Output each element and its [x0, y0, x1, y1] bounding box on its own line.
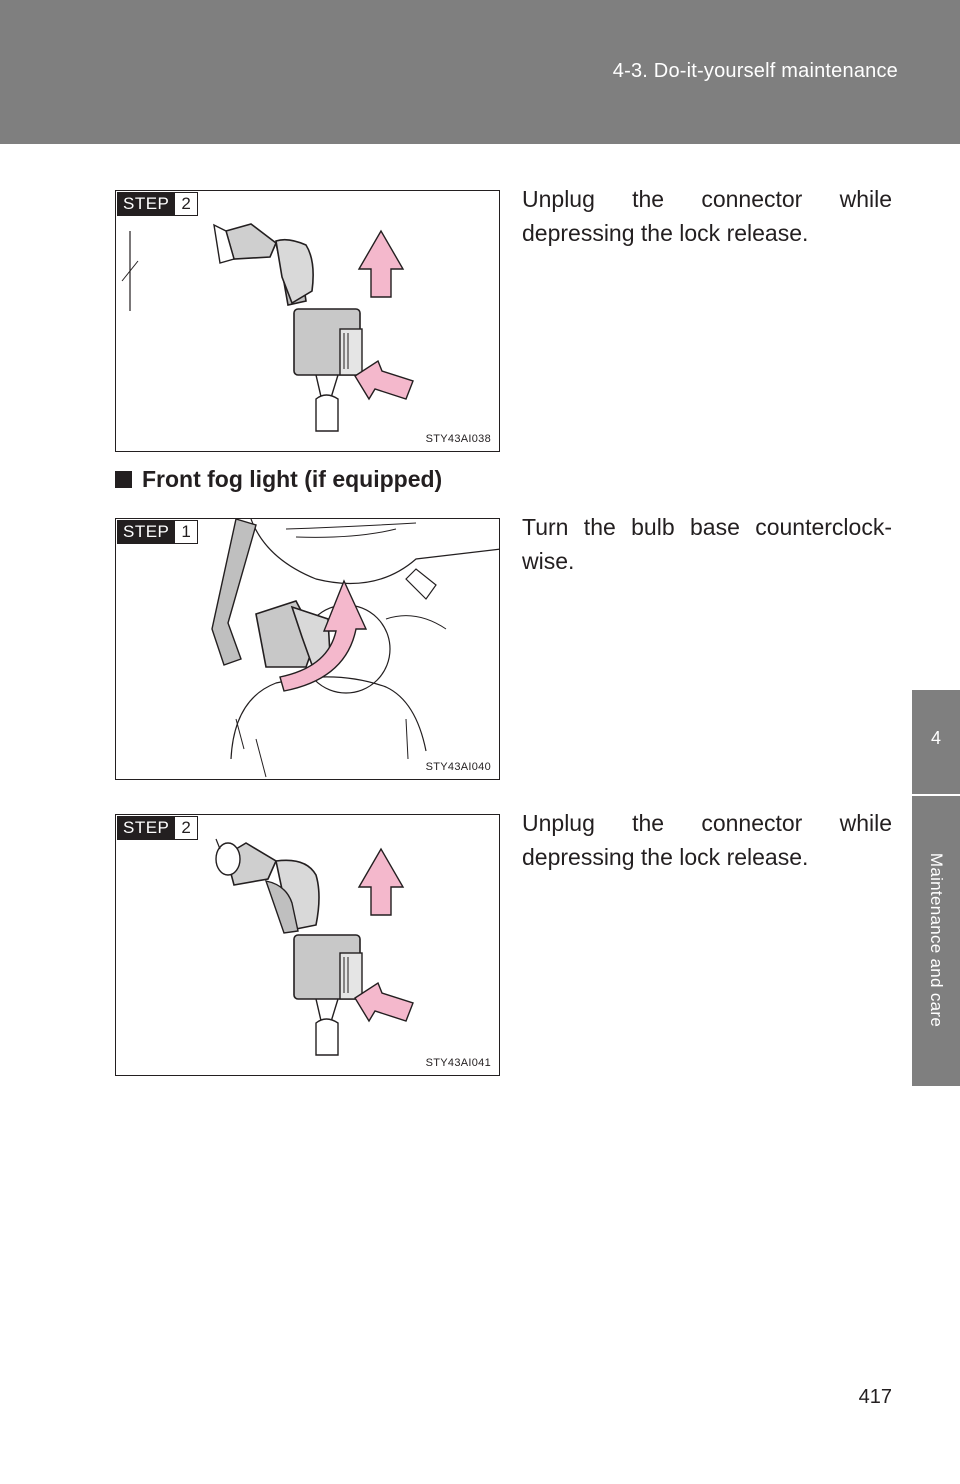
figure-step-2-fog-light	[115, 814, 500, 1076]
step-badge	[117, 192, 198, 216]
step-number: 2	[181, 194, 191, 213]
chapter-tab	[912, 690, 960, 1086]
figure-step-1-fog-light	[115, 518, 500, 780]
section-breadcrumb: 4-3. Do-it-yourself maintenance	[612, 60, 898, 82]
step-number: 2	[181, 818, 191, 837]
instruction-text: Unplug the connector while depressing the lock release.	[522, 810, 892, 870]
step-badge	[117, 520, 198, 544]
instruction-text: Unplug the connector while depressing the lock release.	[522, 186, 892, 246]
chapter-number: 4	[930, 728, 941, 748]
chapter-title: Maintenance and care	[927, 852, 946, 1028]
instruction-text: Turn the bulb base counterclock-wise.	[522, 514, 892, 574]
header-bar	[0, 0, 960, 144]
step-word: STEP	[118, 817, 175, 839]
page-number: 417	[858, 1386, 892, 1408]
step-badge	[117, 816, 198, 840]
fog-bulb-connector-illustration	[116, 815, 500, 1076]
figure-code: STY43AI038	[425, 433, 491, 445]
figure-code: STY43AI041	[425, 1057, 491, 1069]
chapter-tab-divider	[912, 794, 960, 796]
figure-step-2-headlight	[115, 190, 500, 452]
section-heading	[115, 466, 442, 493]
step-number: 1	[181, 522, 191, 541]
figure-code: STY43AI040	[425, 761, 491, 773]
square-bullet-icon	[115, 471, 132, 488]
step-word: STEP	[118, 193, 175, 215]
section-heading-text: Front fog light (if equipped)	[142, 466, 443, 492]
fog-light-bulb-illustration	[116, 519, 500, 780]
bulb-connector-illustration	[116, 191, 500, 452]
step-word: STEP	[118, 521, 175, 543]
